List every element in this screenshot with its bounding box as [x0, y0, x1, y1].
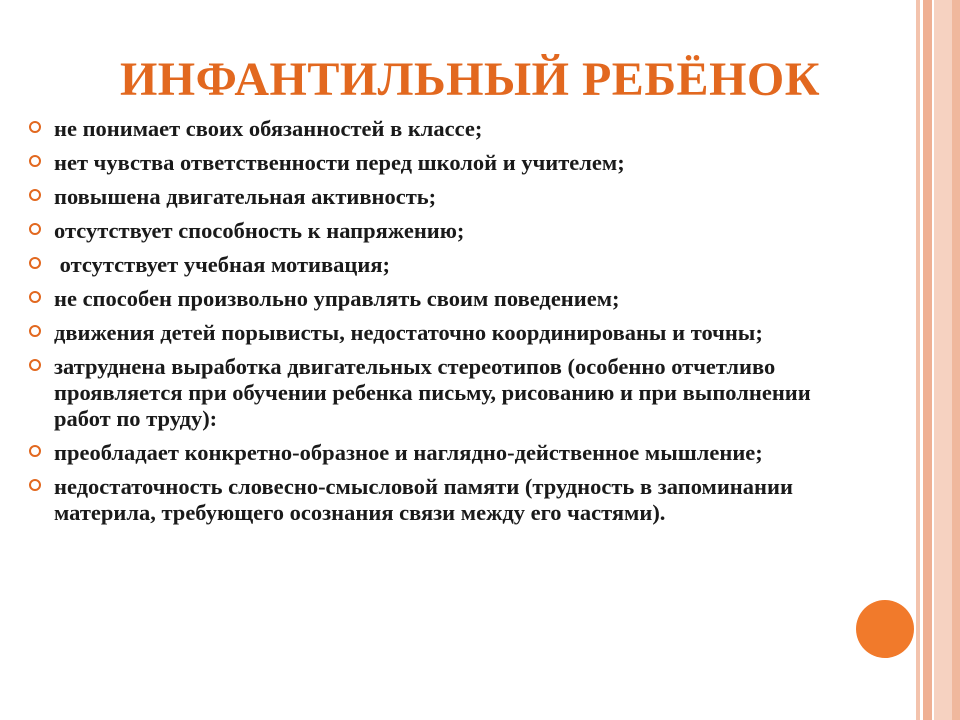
decorative-stripe — [916, 0, 920, 720]
bullet-item — [28, 286, 858, 312]
bullet-item — [28, 354, 858, 432]
decorative-stripe — [923, 0, 932, 720]
bullet-item — [28, 440, 858, 466]
bullet-list — [28, 116, 858, 534]
decorative-stripe — [952, 0, 960, 720]
bullet-circle-icon — [29, 479, 41, 491]
bullet-text: повышена двигательная активность; — [54, 184, 437, 209]
bullet-text: не понимает своих обязанностей в классе; — [54, 116, 483, 141]
bullet-item — [28, 184, 858, 210]
bullet-item — [28, 116, 858, 142]
bullet-item — [28, 474, 858, 526]
slide-title: ИНФАНТИЛЬНЫЙ РЕБЁНОК — [119, 53, 821, 106]
bullet-text: движения детей порывисты, недостаточно координированы и точны; — [54, 320, 763, 345]
bullet-circle-icon — [29, 223, 41, 235]
bullet-text: недостаточность словесно-смысловой памяти (трудность в запоминании материла, требующего осознания связи между его частями). — [54, 474, 805, 525]
bullet-circle-icon — [29, 291, 41, 303]
bullet-circle-icon — [29, 325, 41, 337]
bullet-text: преобладает конкретно-образное и наглядно-действенное мышление; — [54, 440, 763, 465]
bullet-text: отсутствует учебная мотивация; — [54, 252, 390, 277]
bullet-circle-icon — [29, 359, 41, 371]
decorative-stripe — [934, 0, 952, 720]
bullet-item — [28, 150, 858, 176]
bullet-text: затруднена выработка двигательных стереотипов (особенно отчетливо проявляется при обучении ребенка письму, рисованию и при выполнении работ по труду): — [54, 354, 811, 431]
bullet-text: не способен произвольно управлять своим поведением; — [54, 286, 620, 311]
bullet-text: отсутствует способность к напряжению; — [54, 218, 465, 243]
bullet-item — [28, 218, 858, 244]
bullet-circle-icon — [29, 155, 41, 167]
bullet-circle-icon — [29, 445, 41, 457]
bullet-item — [28, 320, 858, 346]
bullet-circle-icon — [29, 121, 41, 133]
bullet-circle-icon — [29, 189, 41, 201]
bullet-circle-icon — [29, 257, 41, 269]
bullet-item — [28, 252, 858, 278]
bullet-text: нет чувства ответственности перед школой и учителем; — [54, 150, 625, 175]
decorative-circle — [856, 600, 914, 658]
